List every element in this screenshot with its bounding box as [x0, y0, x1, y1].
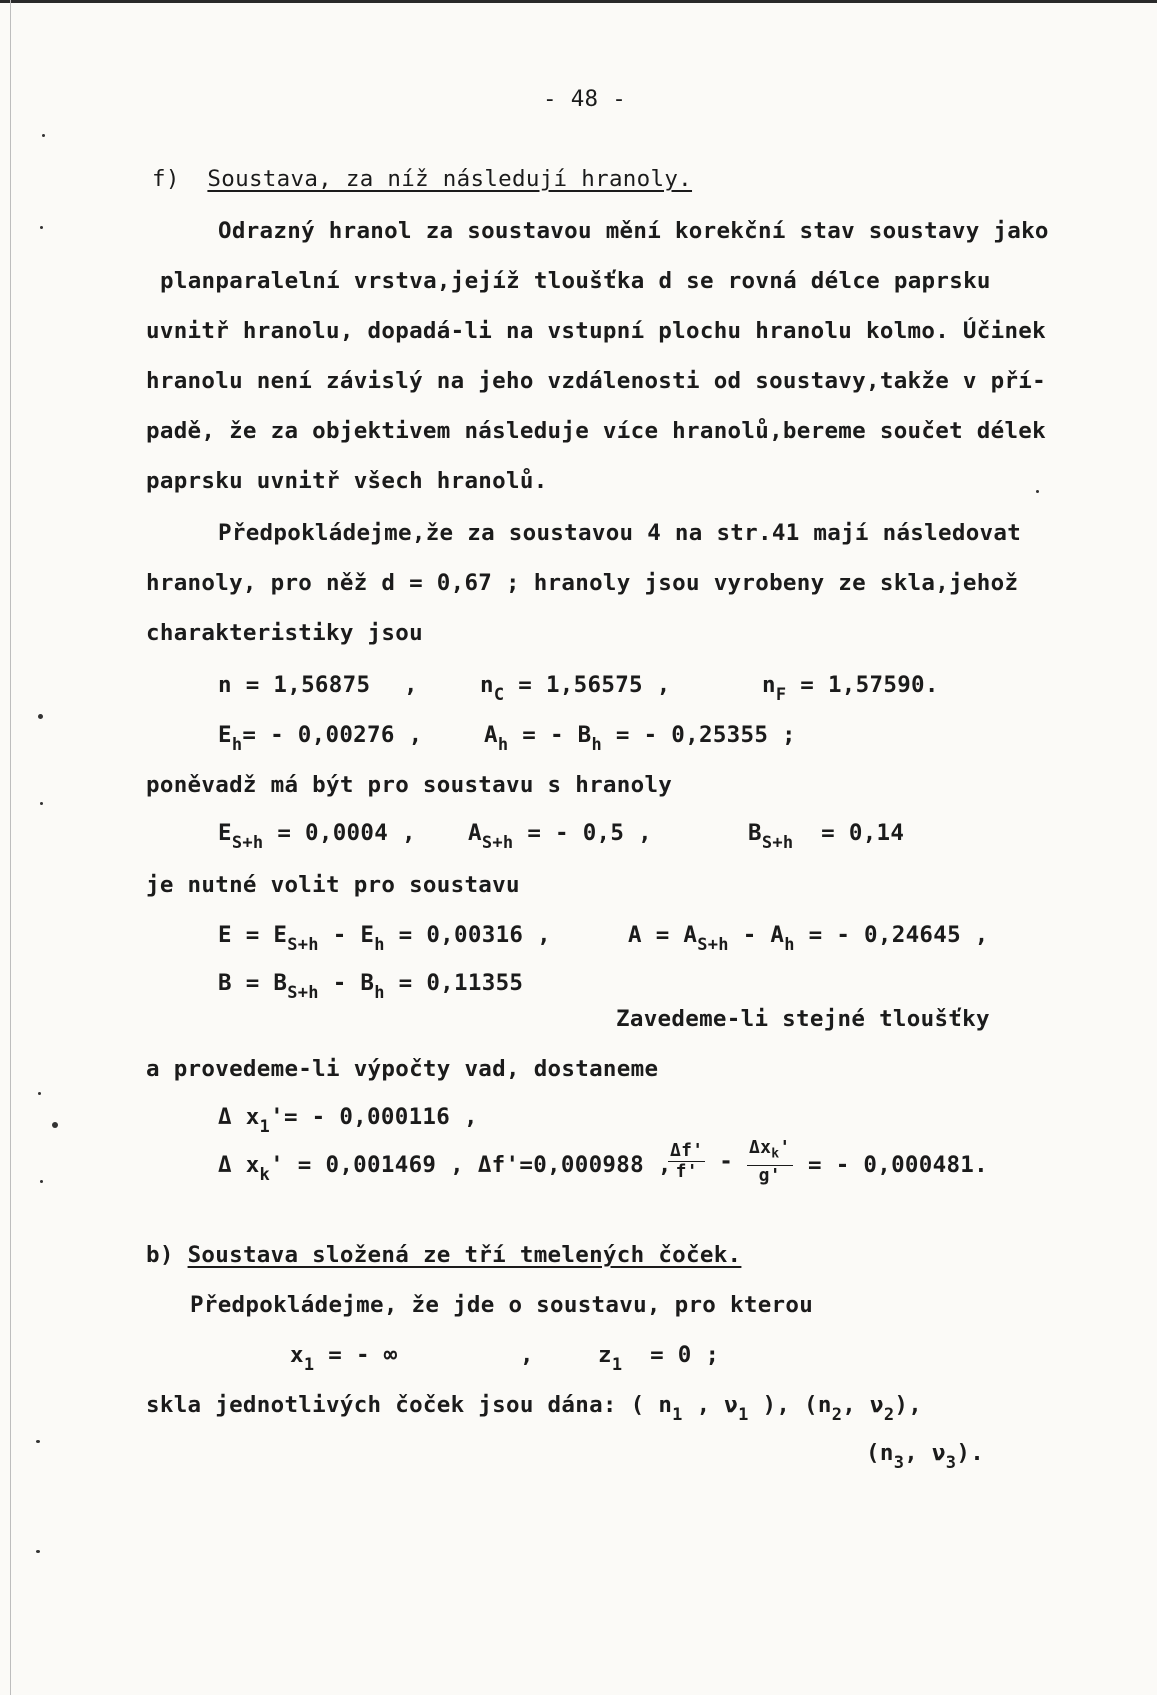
equation-dxk-value: = 0,001469 — [297, 1152, 437, 1178]
equation-x1-value: = - ∞ — [328, 1342, 398, 1368]
scan-speck — [36, 1550, 40, 1553]
scan-speck — [38, 1092, 41, 1095]
paragraph-1-line-2: planparalelní vrstva,jejíž tloušťka d se rovná délce paprsku — [160, 268, 991, 294]
equation-Ash-value: = - 0,5 — [527, 820, 625, 846]
scan-speck — [36, 1440, 40, 1443]
equation-B-value: = 0,11355 — [398, 970, 524, 996]
scan-speck — [40, 1180, 43, 1183]
paragraph-1-line-4: hranolu není závislý na jeho vzdálenosti od soustavy,takže v pří- — [146, 368, 1046, 394]
section-b-marker: b) — [146, 1242, 174, 1268]
equation-Eh-value: = - 0,00276 — [242, 722, 395, 748]
section-b-title: Soustava složená ze tří tmelených čoček. — [187, 1242, 742, 1268]
line-skla: skla jednotlivých čoček jsou dána: ( $n_1$ , $\nu_1$ ), ($n_2$, $\nu_2$), — [146, 1392, 923, 1425]
equation-A: $A = A_{S+h} - A_h$ = - 0,24645 , — [628, 922, 989, 955]
comma: , — [520, 1342, 534, 1368]
paragraph-1-line-3: uvnitř hranolu, dopadá-li na vstupní plochu hranolu kolmo. Účinek — [146, 318, 1046, 344]
equation-Esh-value: = 0,0004 — [277, 820, 389, 846]
equation-x1: $x_1$ = - ∞ — [290, 1342, 398, 1375]
scan-speck — [38, 714, 43, 719]
section-f-marker: f) — [152, 166, 180, 192]
equation-Bsh-value: = 0,14 — [821, 820, 905, 846]
equation-E: $E = E_{S+h} - E_h = 0,00316$ , — [218, 922, 551, 955]
section-f-title: Soustava, za níž následují hranoly. — [207, 166, 693, 192]
paragraph-2-line-3: charakteristiky jsou — [146, 620, 423, 646]
equation-fraction-result: = - 0,000481. — [808, 1152, 988, 1178]
equation-dx1: Δ $x_1'= - 0,000116$ , — [218, 1104, 478, 1137]
equation-n: n = 1,56875 — [218, 672, 371, 698]
line-predpokladejme: Předpokládejme, že jde o soustavu, pro kterou — [190, 1292, 814, 1318]
equation-dx1-value: = - 0,000116 , — [283, 1104, 478, 1130]
paragraph-2-line-1: Předpokládejme,že za soustavou 4 na str.41 mají následovat — [218, 520, 1022, 546]
equation-df-value: Δf'=0,000988 — [477, 1152, 644, 1178]
equation-nc-value: = 1,56575 — [518, 672, 643, 698]
paragraph-2-line-2: hranoly, pro něž d = 0,67 ; hranoly jsou vyrobeny ze skla,jehož — [146, 570, 1019, 596]
equation-Esh: $E_{S+h} = 0,0004$ , — [218, 820, 416, 853]
line-ponevadz: poněvadž má být pro soustavu s hranoly — [146, 772, 673, 798]
equation-Ash: $A_{S+h}$ = - 0,5 , — [468, 820, 652, 853]
equation-dxk: Δ $x_k' = 0,001469$ , Δf'=0,000988 , — [218, 1152, 672, 1185]
equation-Ah-value: = - B — [522, 722, 592, 748]
paragraph-1-line-5: padě, že za objektivem následuje více hranolů,bereme součet délek — [146, 418, 1046, 444]
paragraph-1-line-1: Odrazný hranol za soustavou mění korekční stav soustavy jako — [218, 218, 1049, 244]
scan-top-border — [0, 0, 1157, 3]
equation-A-value: = - 0,24645 — [808, 922, 961, 948]
line-provedeme: a provedeme-li výpočty vad, dostaneme — [146, 1056, 659, 1082]
scan-speck — [40, 802, 43, 805]
comma: , — [404, 672, 418, 698]
scan-speck — [42, 134, 45, 137]
paragraph-1-line-6: paprsku uvnitř všech hranolů. — [146, 468, 548, 494]
scan-speck — [1036, 490, 1039, 493]
equation-z1-value: = 0 ; — [650, 1342, 720, 1368]
equation-Eh: $E_h= - 0,00276$ , — [218, 722, 423, 755]
line-skla-text: skla jednotlivých čoček jsou dána: — [146, 1392, 617, 1418]
equation-nF-value: = 1,57590. — [800, 672, 939, 698]
fraction-df-f: $\frac{\Delta f'}{f'}$ — [670, 1140, 704, 1183]
equation-nc: $n_C = 1,56575$ , — [480, 672, 671, 705]
equation-E-value: = 0,00316 — [398, 922, 524, 948]
scan-left-border — [10, 0, 11, 1695]
equation-B: $B = B_{S+h} - B_h = 0,11355$ — [218, 970, 524, 1003]
equation-Ah: $A_h$ = - $B_h$ = - 0,25355 ; — [484, 722, 796, 755]
scan-speck — [52, 1122, 58, 1128]
equation-Bsh: $B_{S+h} = 0,14$ — [748, 820, 905, 853]
line-skla-continued: ($n_3$, $\nu_3$). — [866, 1440, 985, 1473]
equation-fraction: $\frac{\Delta f'}{f'}$ - $\frac{\Delta x_k'}{g'}$ — [670, 1137, 791, 1186]
equation-Bh-value: = - 0,25355 ; — [615, 722, 796, 748]
scan-speck — [40, 226, 43, 229]
section-f-heading — [152, 166, 692, 192]
page-number: - 48 - — [543, 86, 627, 112]
equation-z1: $z_1 = 0$ ; — [598, 1342, 720, 1375]
fraction-dxk-g: $\frac{\Delta x_k'}{g'}$ — [748, 1137, 791, 1186]
line-zavedeme: Zavedeme-li stejné tloušťky — [616, 1006, 990, 1032]
line-nutne: je nutné volit pro soustavu — [146, 872, 520, 898]
equation-nF: $n_F = 1,57590$. — [762, 672, 939, 705]
section-b-heading — [146, 1242, 741, 1268]
